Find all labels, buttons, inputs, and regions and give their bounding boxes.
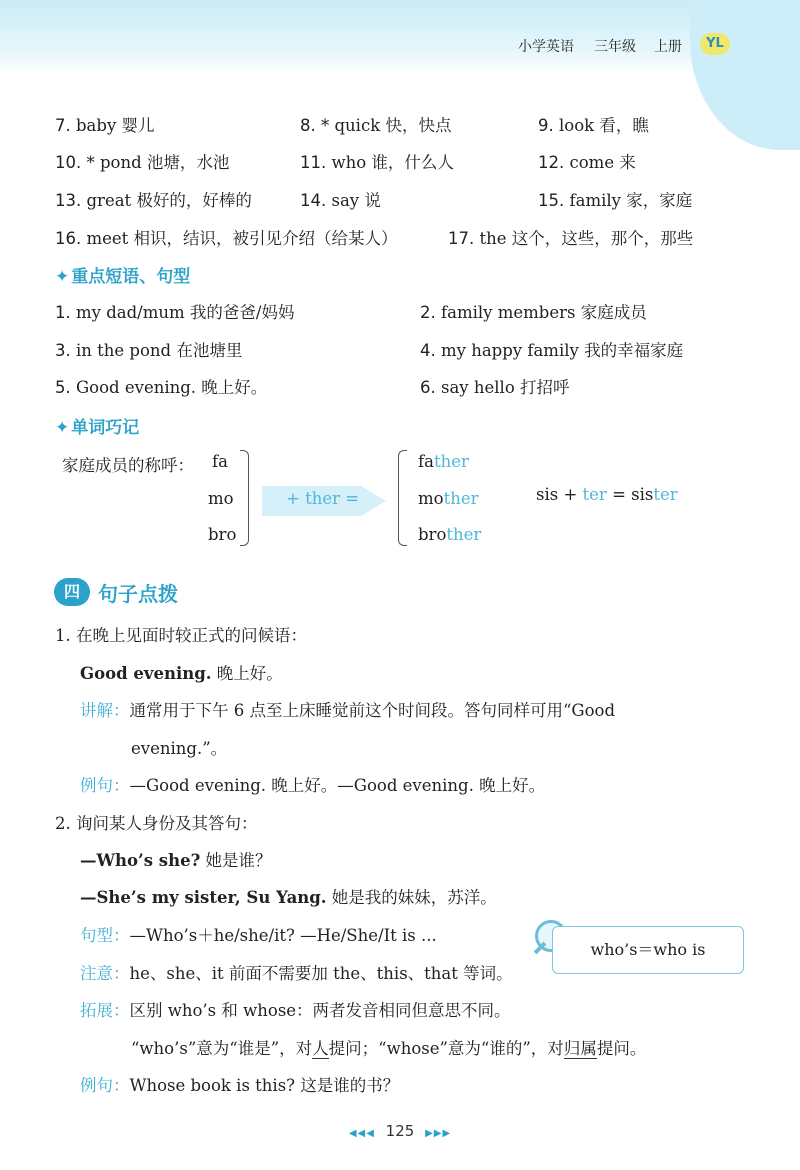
memo-result: brother: [418, 525, 482, 544]
memo-suffix: + ther =: [286, 489, 360, 508]
memo-stem: bro: [208, 525, 237, 544]
vocab-item: 15. family 家，家庭: [538, 191, 693, 210]
vocab-item: 8. * quick 快，快点: [300, 116, 452, 135]
vocab-item: 14. say 说: [300, 191, 381, 210]
example-dialog: 例句：—Good evening. 晚上好。—Good evening. 晚上好。: [80, 776, 546, 795]
vocab-item: 12. come 来: [538, 153, 636, 172]
vocab-item: 13. great 极好的，好棒的: [55, 191, 252, 210]
vocab-item: 11. who 谁，什么人: [300, 153, 454, 172]
right-arrows-icon: ▶▶▶: [425, 1128, 452, 1139]
section-badge: 四: [54, 578, 90, 606]
phrase-item: 2. family members 家庭成员: [420, 303, 647, 322]
star-icon: ✦: [55, 418, 70, 438]
star-icon: ✦: [55, 267, 70, 287]
memo-result: father: [418, 452, 469, 471]
header-badge: YL: [700, 33, 730, 55]
sentence-pattern: 句型：—Who’s＋he/she/it? —He/She/It is ...: [80, 926, 437, 945]
point-heading: 2. 询问某人身份及其答句：: [55, 814, 258, 833]
page-footer: [0, 1122, 800, 1140]
extension-cont: “who’s”意为“谁是”，对人提问；“whose”意为“谁的”，对归属提问。: [131, 1039, 647, 1058]
vocab-item: 9. look 看，瞧: [538, 116, 649, 135]
header-subject: 小学英语: [518, 39, 574, 55]
right-brace: [240, 450, 249, 546]
left-arrows-icon: ◀◀◀: [348, 1128, 375, 1139]
header-volume: 上册: [654, 39, 682, 55]
memo-stem: fa: [212, 452, 228, 471]
vocab-item: 17. the 这个，这些，那个，那些: [448, 229, 694, 248]
vocab-item: 16. meet 相识，结识，被引见介绍（给某人）: [55, 229, 398, 248]
example-sentence: 例句：Whose book is this? 这是谁的书？: [80, 1076, 400, 1095]
header-wave-decoration: [690, 0, 800, 150]
section-title-memory: ✦ 单词巧记: [55, 418, 140, 438]
point-heading: 1. 在晚上见面时较正式的问候语：: [55, 626, 307, 645]
tip-box: who’s＝who is: [552, 926, 744, 974]
phrase-item: 6. say hello 打招呼: [420, 378, 570, 397]
note: 注意：he、she、it 前面不需要加 the、this、that 等词。: [80, 964, 513, 983]
explanation-cont: evening.”。: [131, 739, 228, 758]
header-grade: 三年级: [594, 39, 636, 55]
explanation: 讲解：通常用于下午 6 点至上床睡觉前这个时间段。答句同样可用“Good: [80, 701, 616, 720]
extension: 拓展：区别 who’s 和 whose：两者发音相同但意思不同。: [80, 1001, 511, 1020]
memo-stem: mo: [208, 489, 234, 508]
memo-sister: sis + ter = sister: [536, 485, 678, 504]
answer-sentence: —She’s my sister, Su Yang. 她是我的妹妹，苏洋。: [80, 888, 497, 907]
phrase-item: 3. in the pond 在池塘里: [55, 341, 243, 360]
memo-label: 家庭成员的称呼：: [62, 456, 194, 475]
phrase-item: 5. Good evening. 晚上好。: [55, 378, 268, 397]
section-title-phrases: ✦ 重点短语、句型: [55, 267, 191, 287]
example-sentence: Good evening. 晚上好。: [80, 664, 283, 683]
left-brace: [398, 450, 407, 546]
vocab-item: 7. baby 婴儿: [55, 116, 155, 135]
section-title-sentences: 句子点拨: [98, 582, 178, 606]
question-sentence: —Who’s she? 她是谁？: [80, 851, 272, 870]
vocab-item: 10. * pond 池塘，水池: [55, 153, 230, 172]
phrase-item: 1. my dad/mum 我的爸爸/妈妈: [55, 303, 295, 322]
page-number: 125: [385, 1122, 415, 1140]
phrase-item: 4. my happy family 我的幸福家庭: [420, 341, 684, 360]
memo-result: mother: [418, 489, 479, 508]
